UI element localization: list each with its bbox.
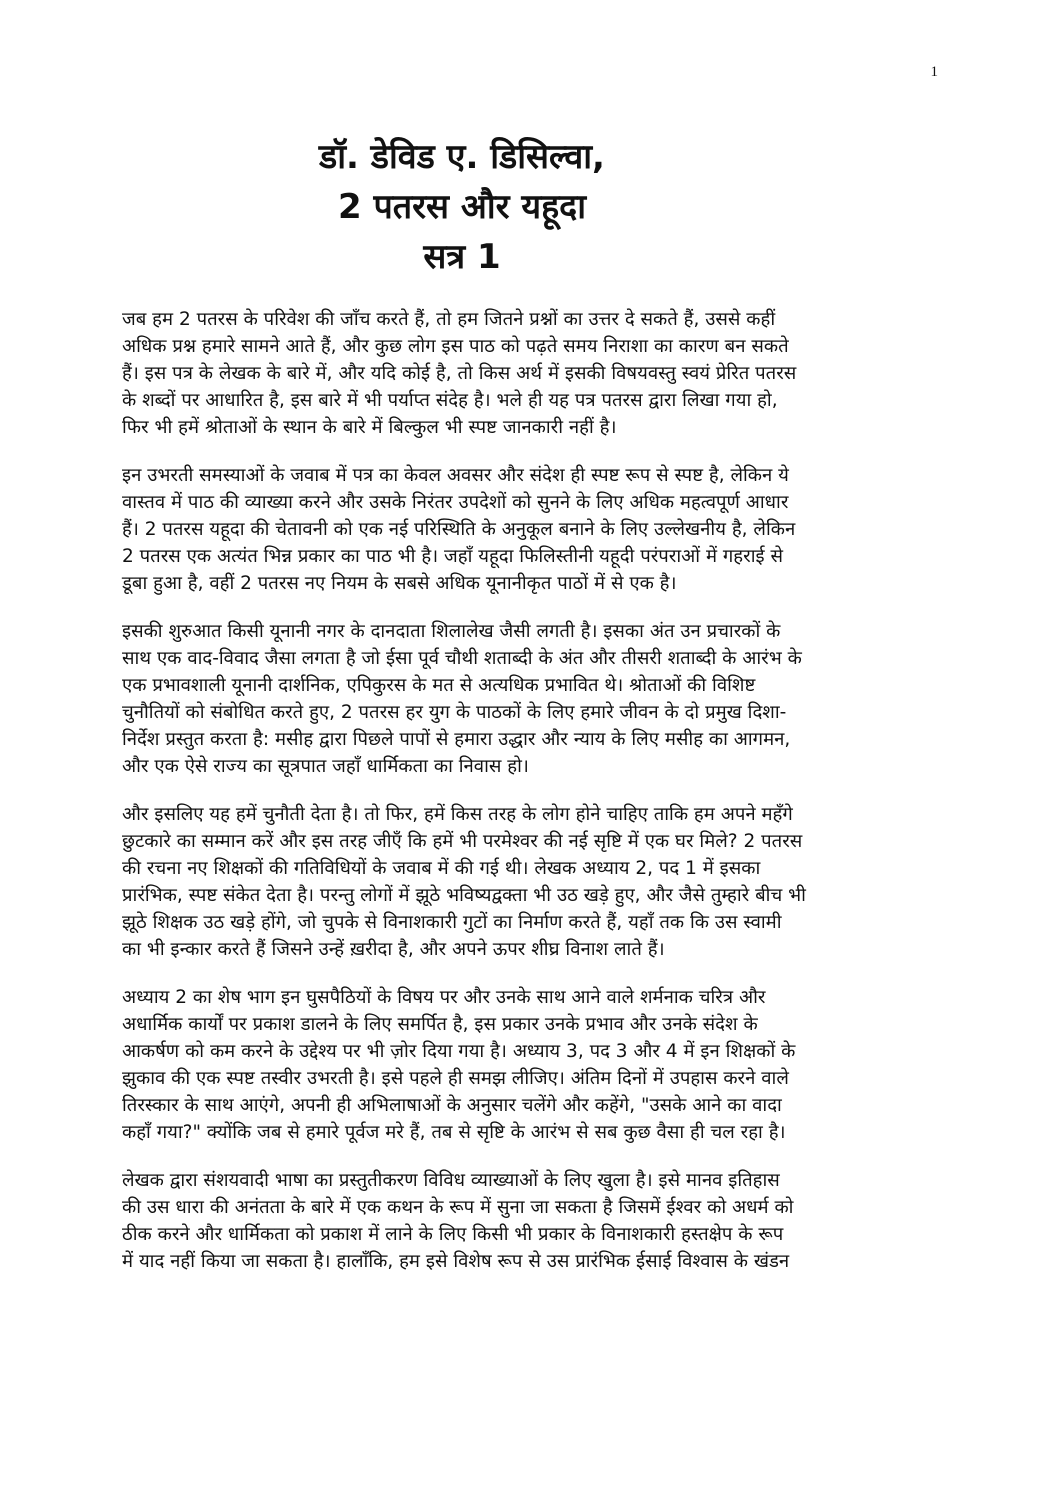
text-line: हैं। इस पत्र के लेखक के बारे में, और यदि कोई है, तो किस अर्थ में इसकी विषयवस्तु स्वयं प्रेरित पतरस — [122, 363, 797, 384]
text-line: तिरस्कार के साथ आएंगे, अपनी ही अभिलाषाओं के अनुसार चलेंगे और कहेंगे, "उसके आने का वादा — [122, 1095, 782, 1116]
text-line: में याद नहीं किया जा सकता है। हालाँकि, हम इसे विशेष रूप से उस प्रारंभिक ईसाई विश्वास के खंडन — [122, 1251, 790, 1272]
text-line: लेखक द्वारा संशयवादी भाषा का प्रस्तुतीकरण विविध व्याख्याओं के लिए खुला है। इसे मानव इतिहास — [122, 1170, 780, 1191]
paragraph — [122, 618, 944, 780]
text-line: एक प्रभावशाली यूनानी दार्शनिक, एपिकुरस के मत से अत्यधिक प्रभावित थे। श्रोताओं की विशिष्ट — [122, 675, 756, 696]
paragraph — [122, 1167, 944, 1275]
text-line: झूठे शिक्षक उठ खड़े होंगे, जो चुपके से विनाशकारी गुटों का निर्माण करते हैं, यहाँ तक कि उस स्वामी — [122, 912, 782, 933]
text-line: अधिक प्रश्न हमारे सामने आते हैं, और कुछ लोग इस पाठ को पढ़ते समय निराशा का कारण बन सकते — [122, 336, 789, 357]
document-body — [122, 306, 944, 1296]
paragraph — [122, 462, 944, 597]
paragraph — [122, 984, 944, 1146]
paragraph — [122, 801, 944, 963]
paragraph — [122, 306, 944, 441]
document-title — [0, 132, 924, 282]
text-line: चुनौतियों को संबोधित करते हुए, 2 पतरस हर युग के पाठकों के लिए हमारे जीवन के दो प्रमुख दिशा- — [122, 702, 787, 723]
text-line: जब हम 2 पतरस के परिवेश की जाँच करते हैं, तो हम जितने प्रश्नों का उत्तर दे सकते हैं, उससे कहीं — [122, 309, 776, 330]
text-line: इन उभरती समस्याओं के जवाब में पत्र का केवल अवसर और संदेश ही स्पष्ट रूप से स्पष्ट है, लेकिन ये — [122, 465, 789, 486]
text-line: फिर भी हमें श्रोताओं के स्थान के बारे में बिल्कुल भी स्पष्ट जानकारी नहीं है। — [122, 417, 617, 438]
title-line: 2 पतरस और यहूदा — [337, 187, 587, 227]
text-line: साथ एक वाद-विवाद जैसा लगता है जो ईसा पूर्व चौथी शताब्दी के अंत और तीसरी शताब्दी के आरंभ के — [122, 648, 802, 669]
page-number: 1 — [930, 64, 938, 80]
text-line: झुकाव की एक स्पष्ट तस्वीर उभरती है। इसे पहले ही समझ लीजिए। अंतिम दिनों में उपहास करने वाले — [122, 1068, 789, 1089]
text-line: आकर्षण को कम करने के उद्देश्य पर भी ज़ोर दिया गया है। अध्याय 3, पद 3 और 4 में इन शिक्षकों के — [122, 1041, 796, 1062]
text-line: और इसलिए यह हमें चुनौती देता है। तो फिर, हमें किस तरह के लोग होने चाहिए ताकि हम अपने महँगे — [122, 804, 793, 825]
text-line: ठीक करने और धार्मिकता को प्रकाश में लाने के लिए किसी भी प्रकार के विनाशकारी हस्तक्षेप के रूप — [122, 1224, 784, 1245]
title-line: सत्र 1 — [423, 237, 501, 277]
title-line: डॉ. डेविड ए. डिसिल्वा, — [319, 137, 605, 177]
text-line: 2 पतरस एक अत्यंत भिन्न प्रकार का पाठ भी है। जहाँ यहूदा फिलिस्तीनी यहूदी परंपराओं में गहराई से — [122, 546, 783, 567]
text-line: की उस धारा की अनंतता के बारे में एक कथन के रूप में सुना जा सकता है जिसमें ईश्वर को अधर्म को — [122, 1197, 794, 1218]
text-line: इसकी शुरुआत किसी यूनानी नगर के दानदाता शिलालेख जैसी लगती है। इसका अंत उन प्रचारकों के — [122, 621, 781, 642]
text-line: प्रारंभिक, स्पष्ट संकेत देता है। परन्तु लोगों में झूठे भविष्यद्वक्ता भी उठ खड़े हुए, और जैसे तुम्हारे बीच भी — [122, 885, 806, 906]
text-line: अध्याय 2 का शेष भाग इन घुसपैठियों के विषय पर और उनके साथ आने वाले शर्मनाक चरित्र और — [122, 987, 766, 1008]
text-line: की रचना नए शिक्षकों की गतिविधियों के जवाब में की गई थी। लेखक अध्याय 2, पद 1 में इसका — [122, 858, 761, 879]
text-line: डूबा हुआ है, वहीं 2 पतरस नए नियम के सबसे अधिक यूनानीकृत पाठों में से एक है। — [122, 573, 677, 594]
text-line: निर्देश प्रस्तुत करता है: मसीह द्वारा पिछले पापों से हमारा उद्धार और न्याय के लिए मसीह का आगमन, — [122, 729, 791, 750]
text-line: अधार्मिक कार्यों पर प्रकाश डालने के लिए समर्पित है, इस प्रकार उनके प्रभाव और उनके संदेश के — [122, 1014, 758, 1035]
text-line: और एक ऐसे राज्य का सूत्रपात जहाँ धार्मिकता का निवास हो। — [122, 756, 529, 777]
text-line: वास्तव में पाठ की व्याख्या करने और उसके निरंतर उपदेशों को सुनने के लिए अधिक महत्वपूर्ण आधार — [122, 492, 789, 513]
text-line: के शब्दों पर आधारित है, इस बारे में भी पर्याप्त संदेह है। भले ही यह पत्र पतरस द्वारा लिखा गया हो, — [122, 390, 778, 411]
text-line: हैं। 2 पतरस यहूदा की चेतावनी को एक नई परिस्थिति के अनुकूल बनाने के लिए उल्लेखनीय है, लेकिन — [122, 519, 796, 540]
text-line: छुटकारे का सम्मान करें और इस तरह जीएँ कि हमें भी परमेश्वर की नई सृष्टि में एक घर मिले? 2 पतरस — [122, 831, 803, 852]
text-line: कहाँ गया?" क्योंकि जब से हमारे पूर्वज मरे हैं, तब से सृष्टि के आरंभ से सब कुछ वैसा ही चल रहा है। — [122, 1122, 786, 1143]
text-line: का भी इन्कार करते हैं जिसने उन्हें ख़रीदा है, और अपने ऊपर शीघ्र विनाश लाते हैं। — [122, 939, 665, 960]
